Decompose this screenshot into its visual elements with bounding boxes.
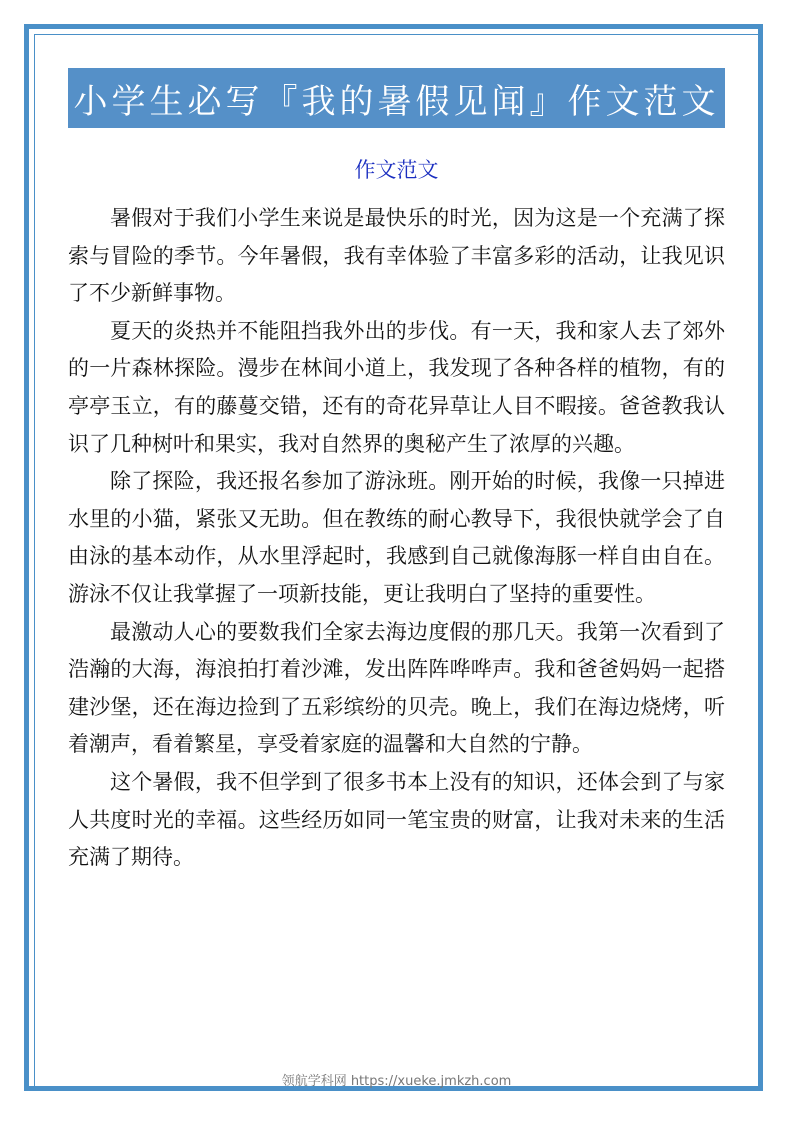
- footer-watermark: 领航学科网 https://xueke.jmkzh.com: [281, 1074, 512, 1089]
- page-title: 小学生必写『我的暑假见闻』作文范文: [73, 81, 720, 122]
- paragraph: 最激动人心的要数我们全家去海边度假的那几天。我第一次看到了浩瀚的大海，海浪拍打着沙滩，发出阵阵哗哗声。我和爸爸妈妈一起搭建沙堡，还在海边捡到了五彩缤纷的贝壳。晚上，我们在海边烧烤，听着潮声，看着繁星，享受着家庭的温馨和大自然的宁静。: [68, 619, 725, 757]
- paragraph: 夏天的炎热并不能阻挡我外出的步伐。有一天，我和家人去了郊外的一片森林探险。漫步在林间小道上，我发现了各种各样的植物，有的亭亭玉立，有的藤蔓交错，还有的奇花异草让人目不暇接。爸爸教我认识了几种树叶和果实，我对自然界的奥秘产生了浓厚的兴趣。: [68, 318, 725, 456]
- section-subtitle: 作文范文: [354, 158, 439, 182]
- title-banner: [68, 68, 725, 128]
- essay-body: [68, 200, 725, 877]
- paragraph: 这个暑假，我不但学到了很多书本上没有的知识，还体会到了与家人共度时光的幸福。这些经历如同一笔宝贵的财富，让我对未来的生活充满了期待。: [68, 769, 725, 870]
- paragraph: 暑假对于我们小学生来说是最快乐的时光，因为这是一个充满了探索与冒险的季节。今年暑假，我有幸体验了丰富多彩的活动，让我见识了不少新鲜事物。: [68, 206, 725, 306]
- paragraph: 除了探险，我还报名参加了游泳班。刚开始的时候，我像一只掉进水里的小猫，紧张又无助。但在教练的耐心教导下，我很快就学会了自由泳的基本动作，从水里浮起时，我感到自己就像海豚一样自由自在。游泳不仅让我掌握了一项新技能，更让我明白了坚持的重要性。: [68, 469, 725, 606]
